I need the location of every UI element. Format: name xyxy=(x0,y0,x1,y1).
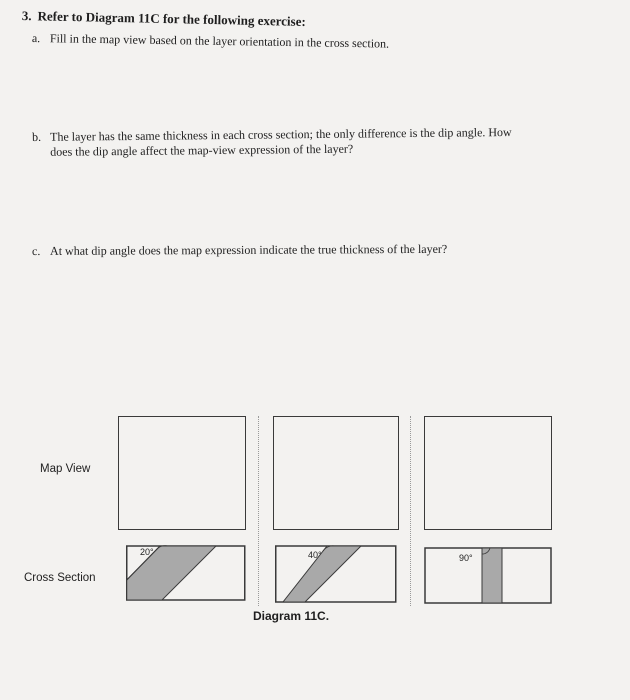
map-view-box-20[interactable] xyxy=(118,416,246,530)
item-b-text-line1: The layer has the same thickness in each cross section; the only difference is the dip angle. How xyxy=(49,124,512,144)
item-b xyxy=(32,125,512,160)
item-b-text-line2: does the dip angle affect the map-view expression of the layer? xyxy=(50,141,354,159)
dip-angle-label-40: 40° xyxy=(308,550,322,560)
map-view-box-40[interactable] xyxy=(273,416,399,530)
cross-section-90 xyxy=(422,545,554,607)
item-c-text: At what dip angle does the map expression indicate the true thickness of the layer? xyxy=(49,241,448,258)
item-c-letter: c. xyxy=(32,243,41,258)
vertical-layer xyxy=(482,548,502,603)
cross-section-20 xyxy=(126,540,246,602)
dip-angle-label-90: 90° xyxy=(459,553,473,563)
map-view-box-90[interactable] xyxy=(424,416,552,530)
item-b-letter: b. xyxy=(32,129,42,144)
column-divider xyxy=(410,416,411,606)
item-c xyxy=(32,242,447,259)
question-title: Refer to Diagram 11C for the following exercise: xyxy=(37,8,306,29)
column-divider xyxy=(258,416,259,606)
diagram-caption: Diagram 11C. xyxy=(253,609,330,623)
cross-section-40 xyxy=(275,543,399,605)
question-number: 3. xyxy=(21,8,32,24)
cross-section-label: Cross Section xyxy=(24,572,96,584)
item-a xyxy=(32,31,389,52)
item-a-letter: a. xyxy=(31,31,41,46)
question-heading xyxy=(22,8,306,30)
dipping-layer xyxy=(283,546,361,602)
dip-angle-label-20: 20° xyxy=(140,547,154,557)
item-a-text: Fill in the map view based on the layer orientation in the cross section. xyxy=(49,31,390,51)
map-view-label: Map View xyxy=(40,463,91,475)
